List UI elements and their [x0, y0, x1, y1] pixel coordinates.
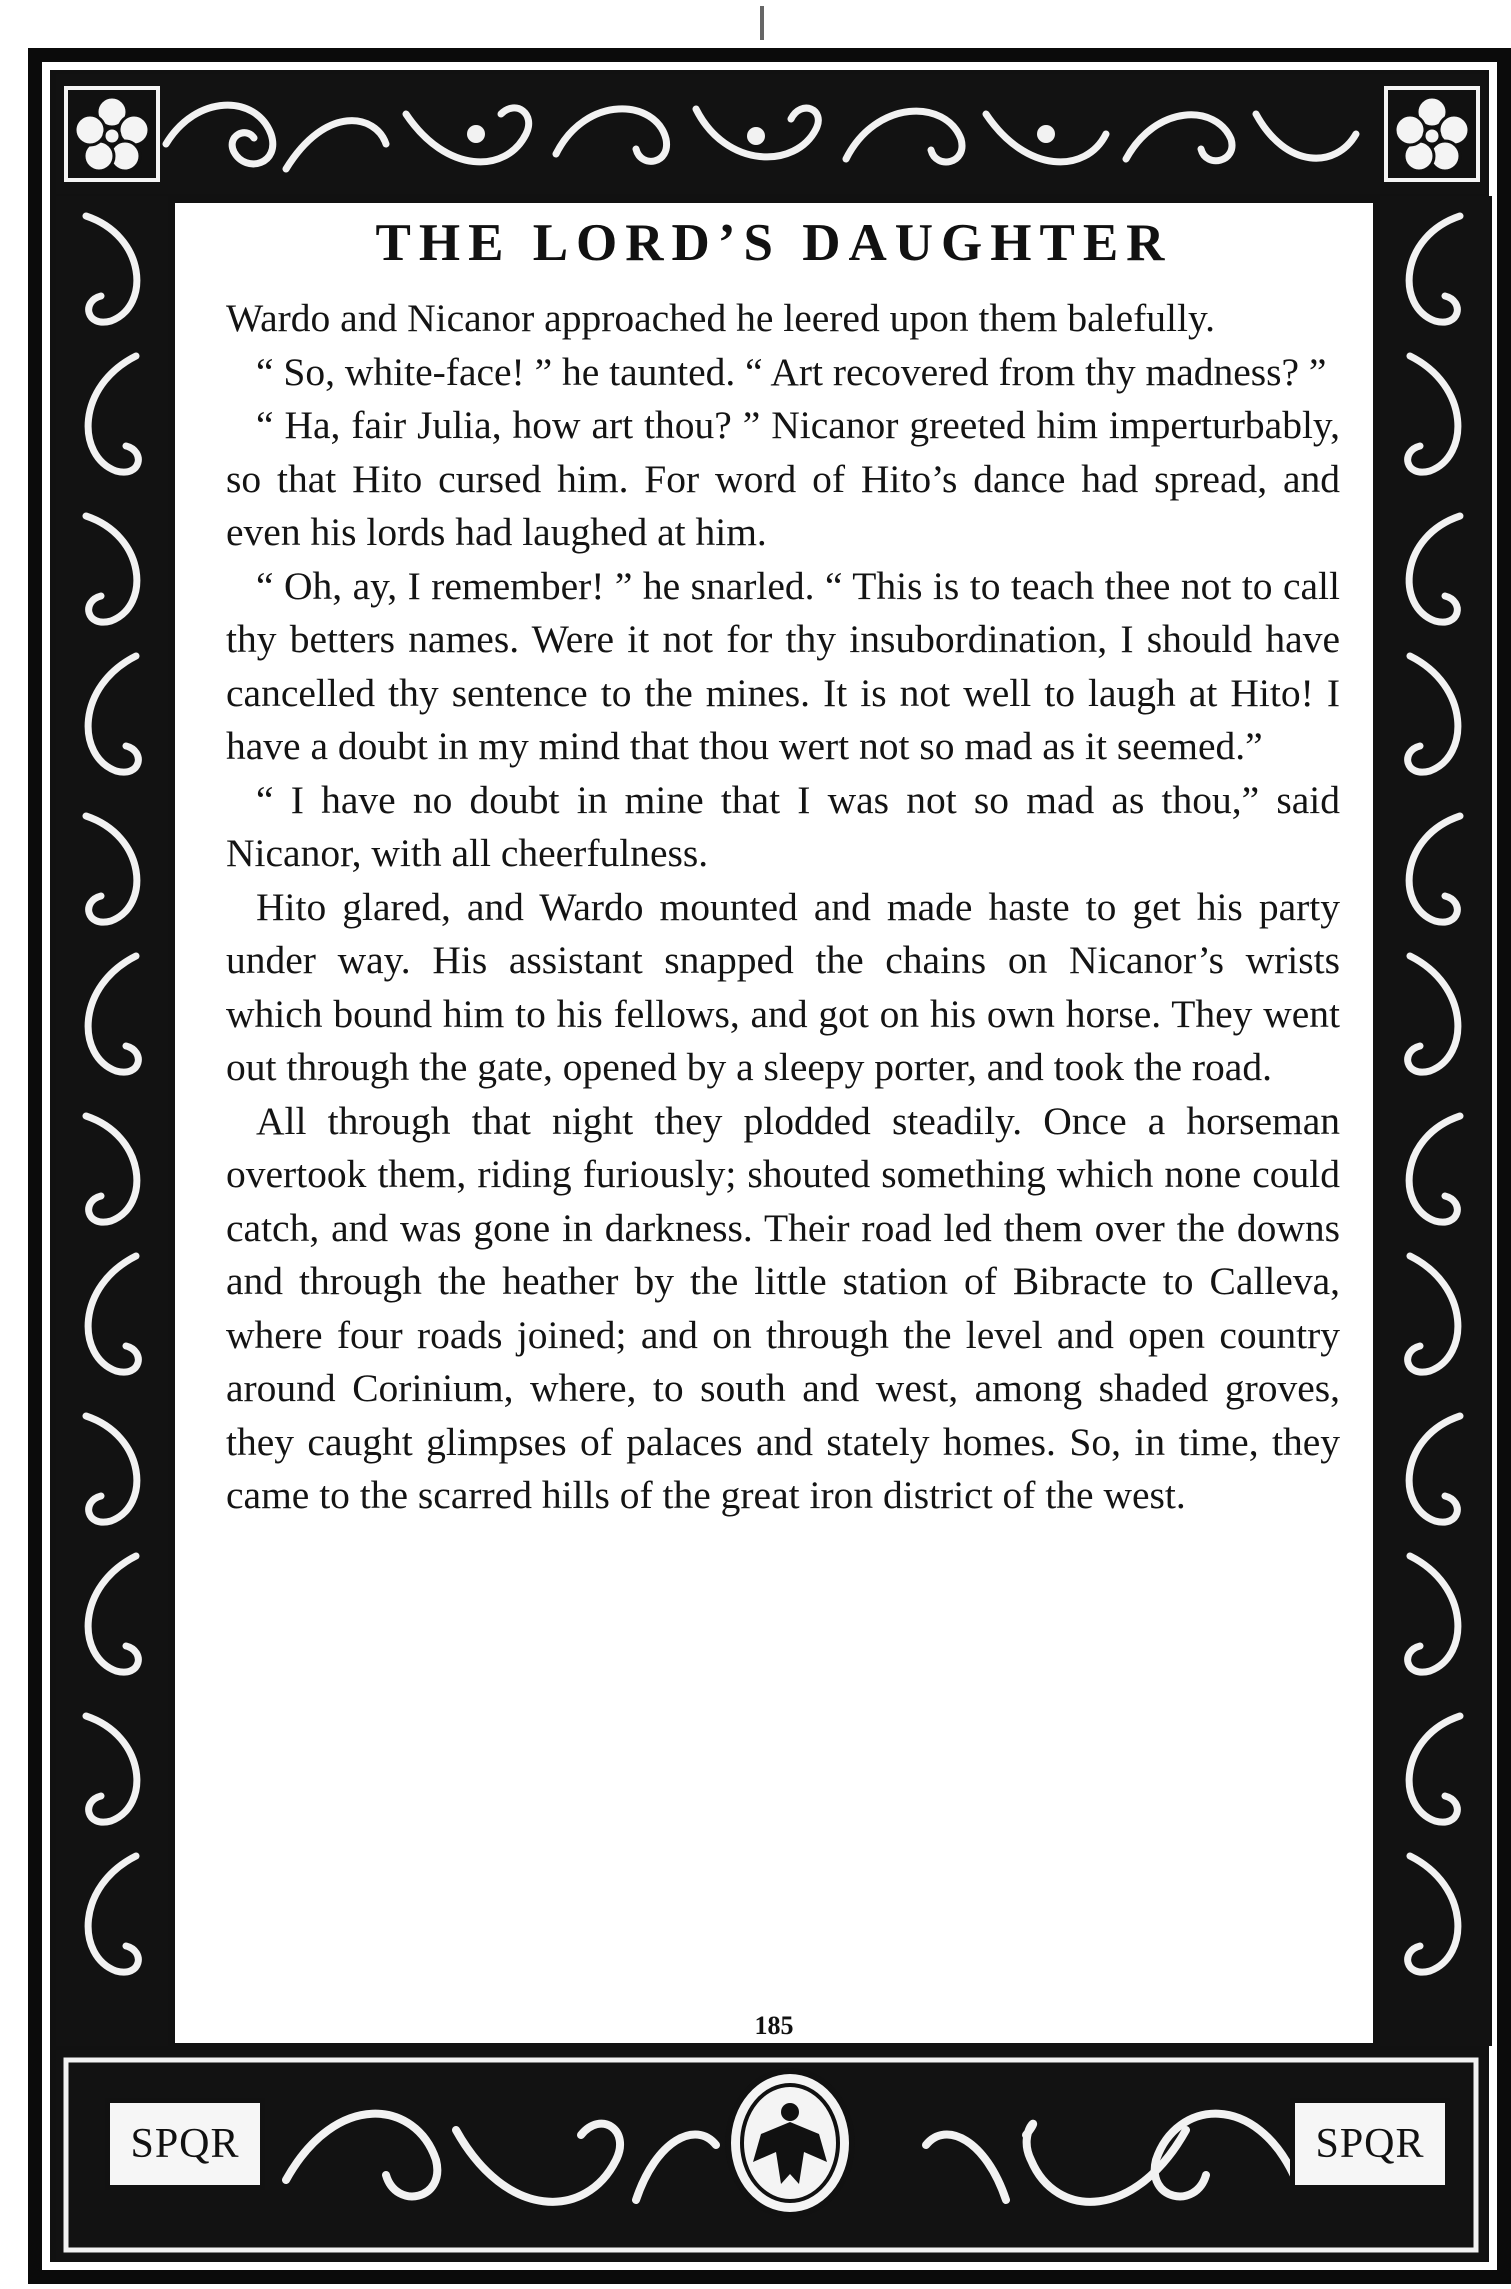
top-stray-mark — [760, 6, 764, 40]
eagle-icon — [725, 2068, 855, 2218]
top-scroll-ornament — [56, 74, 1486, 194]
spqr-tablet-left — [105, 2098, 265, 2190]
text-panel — [172, 200, 1376, 2046]
paragraph: “ Oh, ay, I remember! ” he snarled. “ This is to teach thee not to call thy betters names. Were it not for thy insubordination, I should have cancelled thy sentence to the mines. It is not well to laugh at Hito! I have a doubt in my mind that thou wert not so mad as it seemed.” — [226, 563, 1340, 768]
flower-rosette-icon — [1384, 86, 1480, 182]
paragraph: “ Ha, fair Julia, how art thou? ” Nicanor greeted him imperturbably, so that Hito cursed him. For word of Hito’s dance had spread, and even his lords had laughed at him. — [226, 403, 1340, 554]
spqr-tablet-right — [1290, 2098, 1450, 2190]
paragraph: Wardo and Nicanor approached he leered upon them balefully. — [226, 296, 1216, 340]
body-text — [226, 292, 1340, 1523]
flower-rosette-icon — [64, 86, 160, 182]
paragraph: All through that night they plodded steadily. Once a horseman overtook them, riding furiously; shouted something which none could catch, and was gone in darkness. Their road led them over the downs and through the heather by the little station of Bibracte to Calleva, where four roads joined; and on through the level and open country around Corinium, where, to south and west, among shaded groves, they caught glimpses of palaces and stately homes. So, in time, they came to the scarred hills of the great iron district of the west. — [226, 1098, 1340, 1517]
paragraph: Hito glared, and Wardo mounted and made haste to get his party under way. His assistant snapped the chains on Nicanor’s wrists which bound him to his fellows, and got on his own horse. They went out through the gate, opened by a sleepy porter, and took the road. — [226, 884, 1340, 1089]
paragraph: “ So, white-face! ” he taunted. “ Art recovered from thy madness? ” — [256, 349, 1327, 394]
left-scroll-ornament — [56, 196, 168, 2046]
right-scroll-ornament — [1380, 196, 1492, 2046]
spqr-text: SPQR — [1315, 2121, 1425, 2167]
paragraph: “ I have no doubt in mine that I was not so mad as thou,” said Nicanor, with all cheerfulness. — [226, 777, 1340, 875]
spqr-text: SPQR — [130, 2121, 240, 2167]
page-title: THE LORD’S DAUGHTER — [375, 214, 1173, 272]
page-number: 185 — [754, 2011, 794, 2040]
